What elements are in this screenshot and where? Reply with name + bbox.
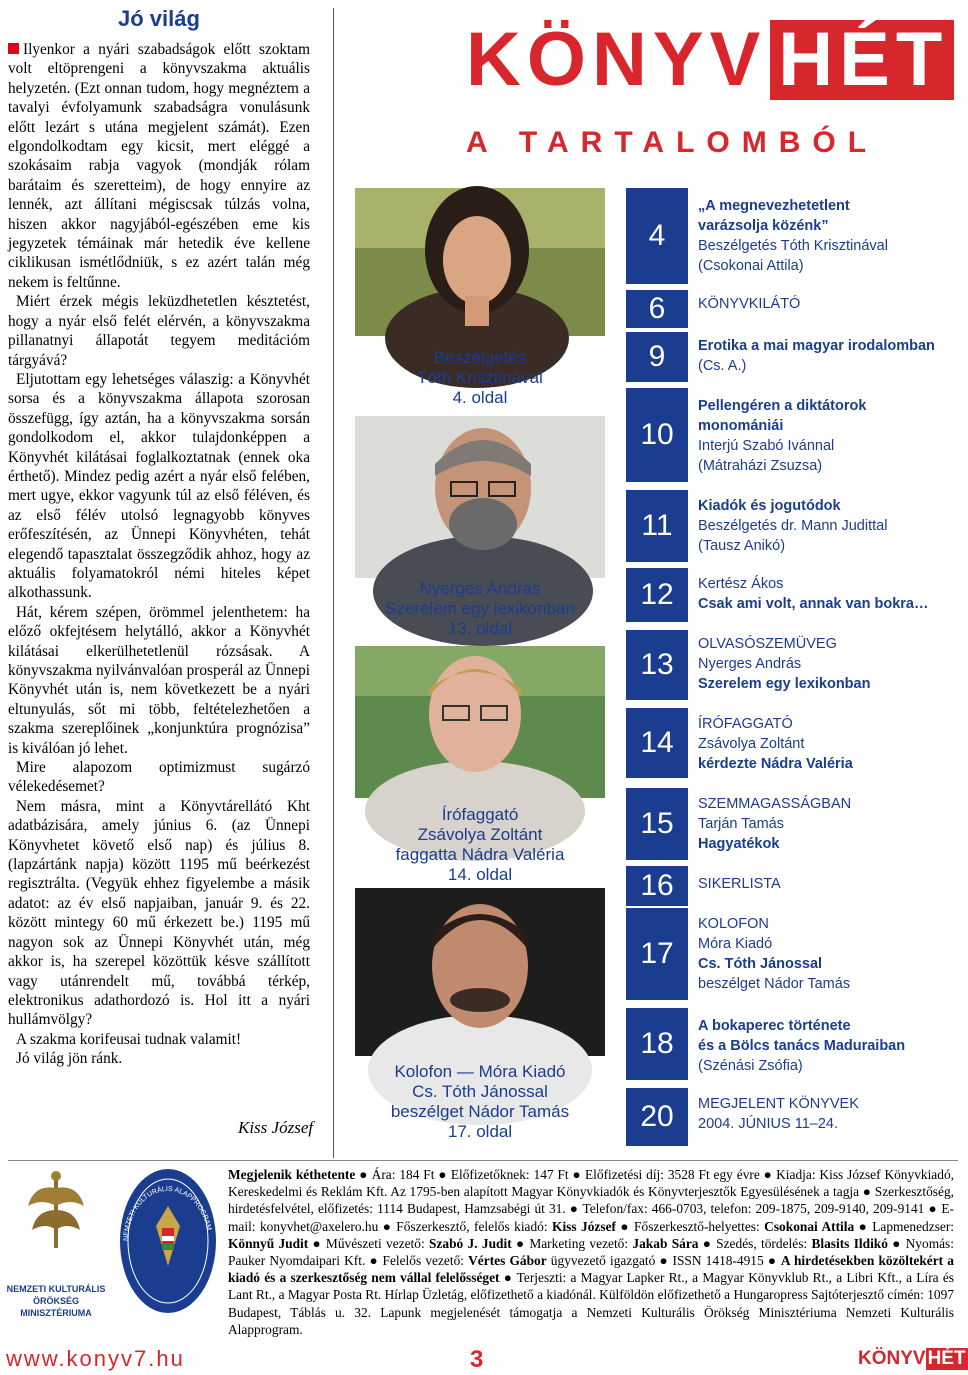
- toc-entry-line: OLVASÓSZEMÜVEG: [698, 636, 837, 652]
- caption-line: 13. oldal: [447, 619, 513, 638]
- impressum-segment: ● Művészeti vezető:: [308, 1235, 429, 1251]
- toc-page-number[interactable]: 11: [626, 490, 688, 562]
- paragraph-text: A szakma korifeusai tudnak valamit!: [16, 1030, 242, 1048]
- toc-page-number[interactable]: 12: [626, 568, 688, 622]
- toc-entry-line: (Mátraházi Zsuzsa): [698, 458, 823, 474]
- caption-line: 4. oldal: [452, 388, 508, 407]
- toc-entry-line: Szerelem egy lexikonban: [698, 676, 871, 692]
- website-url[interactable]: www.konyv7.hu: [6, 1346, 185, 1371]
- logo-part-het: HÉT: [770, 20, 954, 100]
- contents-heading: A TARTALOMBÓL: [466, 126, 879, 159]
- paragraph-text: Ilyenkor a nyári szabadságok előtt szoktam volt eltöprengeni a könyvszakma aktuális helyzetén. (Ezt onnan tudom, hogy megnéztem a tavalyi évfolyamunk szabadságra vonulásunk előtt lezárt s utána megjelent számát). Ezen elgondolkodtam egy kicsit, mert eléggé a szokásaim rabja vagyok (mondják rólam barátaim és szeretteim), de hogy ennyire az lennék, azt állítani mégiscsak túlzás volna, hiszen akkor nagyjából-egészében eme kis jegyzetek témáinak már hetedik éve kellene ciklikusan ismétlődniük, s ez azért talán még nekem is feltűnne.: [8, 41, 310, 291]
- toc-page-number[interactable]: 10: [626, 388, 688, 482]
- toc-entry-line: „A megnevezhetetlent: [698, 198, 850, 214]
- photo-toth-krisztina: [355, 188, 605, 336]
- impressum-segment: Szabó J. Judit: [428, 1235, 512, 1251]
- impressum-segment: Kiss József: [552, 1218, 616, 1234]
- toc-entry-line: Erotika a mai magyar irodalomban: [698, 338, 935, 354]
- toc-entry-line: MEGJELENT KÖNYVEK: [698, 1096, 859, 1112]
- nka-fund-logo: [118, 1166, 218, 1316]
- toc-entry-line: Tarján Tamás: [698, 816, 784, 832]
- impressum-segment: ügyvezető igazgató ● ISSN 1418-4915 ●: [546, 1253, 781, 1269]
- paragraph-text: Mire alapozom optimizmust sugárzó vélekedésemet?: [8, 759, 310, 796]
- toc-entry-line: monomániái: [698, 418, 784, 434]
- nko-emblem-icon: [6, 1168, 106, 1278]
- toc-entry-line: varázsolja közénk”: [698, 218, 829, 234]
- editorial-paragraph: [8, 797, 310, 1030]
- caption-line: Nyerges András: [419, 579, 541, 598]
- nko-logo-line: NEMZETI KULTURÁLIS ÖRÖKSÉG: [6, 1284, 106, 1306]
- toc-entry-line: és a Bölcs tanács Maduraiban: [698, 1038, 906, 1054]
- toc-entry-line: Nyerges András: [698, 656, 802, 672]
- impressum-segment: ● Lapmenedzser:: [854, 1218, 955, 1234]
- toc-entry-line: ÍRÓFAGGATÓ: [698, 716, 793, 732]
- caption-line: Zsávolya Zoltánt: [417, 825, 543, 844]
- impressum-segment: ● Főszerkesztő-helyettes:: [616, 1218, 765, 1234]
- toc-entry-line: Hagyatékok: [698, 836, 780, 852]
- toc-entry-line: SZEMMAGASSÁGBAN: [698, 796, 852, 812]
- impressum-segment: ● Terjeszti: a Magyar Lapker Rt., a Magyar Könyvklub Rt., a Libri Kft., a Líra és Lant Rt., a Magyar Posta Rt. Hírlap Üzletág, előfizethető a kiadónál. Külföldön előfizethető a Hungaropress Sajtóterjesztő címén: 1097 Budapest, Táblás u. 32. Lapunk megjelenését támogatja a Nemzeti Kulturális Örökség Minisztériuma Nemzeti Kulturális Alapprogram.: [228, 1270, 954, 1337]
- caption-line: faggatta Nádra Valéria: [395, 845, 565, 864]
- konyvhet-logo: [466, 17, 954, 102]
- toc-entry-line: SIKERLISTA: [698, 876, 781, 892]
- impressum-segment: Vértes Gábor: [468, 1253, 547, 1269]
- toc-entry[interactable]: [698, 794, 960, 854]
- caption-photo-4: [355, 1062, 605, 1142]
- nko-logo-line: MINISZTÉRIUMA: [20, 1308, 92, 1318]
- toc-page-number[interactable]: 17: [626, 908, 688, 1000]
- toc-page-number[interactable]: 9: [626, 332, 688, 382]
- column-divider: [333, 8, 334, 1158]
- impressum-segment: ● Marketing vezető:: [511, 1235, 633, 1251]
- impressum-segment: Könnyű Judit: [228, 1235, 309, 1251]
- toc-entry[interactable]: [698, 396, 960, 476]
- toc-entry[interactable]: [698, 1094, 960, 1134]
- paragraph-text: Jó világ jön ránk.: [16, 1050, 123, 1068]
- paragraph-text: Nem másra, mint a Könyvtárellátó Kht adatbázisára, amely június 6. (az Ünnepi Könyvhetet követő első nap) és július 8. (lapzártánk napja) között 1195 mű beérkezést regisztrálta. (Vegyük ehhez figyelembe a másik adatot: az év első napjaiban, január 9. és 22. között mintegy 60 mű érkezett be.) 1195 mű nagyon sok az Ünnepi Könyvhét után, még akkor is, ha szerepel közöttük késve szállított vagy utánrendelt mű, továbbá térkép, elektronikus adathordozó is. Hol itt a nyári hullámvölgy?: [8, 797, 310, 1029]
- impressum-segment: Megjelenik kéthetente: [228, 1167, 356, 1182]
- toc-entry-line: Interjú Szabó Ivánnal: [698, 438, 835, 454]
- impressum-segment: Csokonai Attila: [764, 1218, 855, 1234]
- footer-divider: [8, 1160, 958, 1161]
- toc-page-number[interactable]: 18: [626, 1008, 688, 1080]
- author-signature: Kiss József: [238, 1118, 314, 1137]
- editorial-paragraph: [8, 292, 310, 370]
- impressum-segment: ● Szedés, tördelés:: [698, 1235, 812, 1251]
- nko-logo-text: [6, 1283, 106, 1319]
- toc-entry[interactable]: [698, 874, 960, 894]
- editorial-body: [8, 40, 310, 1069]
- toc-entry-line: Kiadók és jogutódok: [698, 498, 841, 514]
- caption-photo-3: [355, 805, 605, 885]
- toc-entry[interactable]: [698, 336, 960, 376]
- toc-entry-line: Beszélgetés dr. Mann Judittal: [698, 518, 888, 534]
- impressum-text: [228, 1166, 954, 1338]
- toc-page-number[interactable]: 13: [626, 630, 688, 700]
- photo-cs-toth-janos: [355, 888, 605, 1056]
- impressum-segment: ● Ára: 184 Ft ● Előfizetőknek: 147 Ft ● Előfizetési díj: 3528 Ft egy évre ● Kiadja: Kiss József Könyvkiadó, Kereskedelmi és Reklám Kft. Az 1795-ben alapított Magyar Könyvkiadók és Könyvterjesztők Egyesülésének a tagja ● Szerkesztőség, hirdetésfelvétel, előfizetés: 1114 Budapest, Hamzsabégi út 31. ● Telefon/fax: 466-0703, telefon: 209-1875, 209-9140, 209-9141 ● E-mail: konyvhet@axelero.hu ● Főszerkesztő, felelős kiadó:: [228, 1167, 954, 1234]
- toc-entry-line: (Szénási Zsófia): [698, 1058, 803, 1074]
- toc-entry-line: KÖNYVKILÁTÓ: [698, 296, 801, 312]
- toc-entry-line: Csak ami volt, annak van bokra…: [698, 596, 929, 612]
- toc-page-number[interactable]: 15: [626, 788, 688, 860]
- caption-line: Kolofon — Móra Kiadó: [394, 1062, 566, 1081]
- caption-line: Beszélgetés: [433, 348, 527, 367]
- toc-entry-line: beszélget Nádor Tamás: [698, 976, 851, 992]
- toc-entry-line: 2004. JÚNIUS 11–24.: [698, 1116, 838, 1132]
- editorial-paragraph: [8, 40, 310, 292]
- toc-entry-line: (Tausz Anikó): [698, 538, 786, 554]
- caption-line: Tóth Krisztinával: [417, 368, 543, 387]
- paragraph-text: Eljutottam egy lehetséges válaszig: a Könyvhét sorsa és a könyvszakma állapota szorosan összefügg, így aztán, ha a könyvszakma sorsán gondolkodom el, akkor tulajdonképpen a Könyvhét kilátásai foglalkoztatnak (ennek oka érthető). Mindez pedig azért a nyár első felében, mert ugye, ekkor vagyunk túl az első féléven, és az első félév utolsó legnagyobb könyves erőfeszítésén, az Ünnepi Könyvhéten, tehát elegendő tapasztalat összegződik ahhoz, hogy az aktuális folyamatokról némi hiteles képet alkothassunk.: [8, 370, 310, 602]
- editorial-paragraph: [8, 1049, 310, 1068]
- toc-page-number[interactable]: 4: [626, 188, 688, 284]
- nko-ministry-logo: [6, 1168, 106, 1319]
- toc-entry-line: (Csokonai Attila): [698, 258, 804, 274]
- photo-nyerges-andras: [355, 416, 605, 578]
- page-number: 3: [470, 1346, 484, 1373]
- toc-entry[interactable]: [698, 914, 960, 994]
- paragraph-text: Miért érzek mégis leküzdhetetlen késztetést, hogy a nyár első felét elérvén, a könyvszakma pillanatnyi állapotát tegyem meditációm tárgyává?: [8, 293, 310, 369]
- nka-logo-arc-text: NEMZETI KULTURÁLIS ALAPPROGRAM: [122, 1185, 213, 1242]
- toc-entry-line: Móra Kiadó: [698, 936, 773, 952]
- impressum-segment: ● Nyomás: Pauker Nyomdaipari Kft. ● Felelős vezető:: [228, 1235, 954, 1269]
- editorial-paragraph: [8, 370, 310, 603]
- caption-line: 17. oldal: [447, 1122, 513, 1141]
- caption-line: Írófaggató: [441, 805, 519, 824]
- konyvhet-small-logo: [858, 1348, 968, 1370]
- toc-entry[interactable]: [698, 294, 960, 314]
- impressum-segment: A hirdetésekben közöltekért a kiadó és a szerkesztőség nem vállal felelősséget: [228, 1253, 954, 1286]
- toc-entry-line: (Cs. A.): [698, 358, 747, 374]
- toc-page-number[interactable]: 20: [626, 1088, 688, 1146]
- toc-page-number[interactable]: 14: [626, 708, 688, 778]
- toc-entry[interactable]: [698, 574, 960, 614]
- toc-page-number[interactable]: 6: [626, 290, 688, 328]
- red-square-icon: [8, 43, 19, 54]
- toc-entry-line: Beszélgetés Tóth Krisztinával: [698, 238, 888, 254]
- caption-photo-1: [355, 348, 605, 408]
- impressum-segment: Blasits Ildikó: [811, 1235, 888, 1251]
- caption-line: 14. oldal: [447, 865, 513, 884]
- toc-entry-line: Zsávolya Zoltánt: [698, 736, 805, 752]
- toc-entry-line: Cs. Tóth Jánossal: [698, 956, 823, 972]
- photo-zsavolya-zoltan: [355, 646, 605, 798]
- toc-entry[interactable]: [698, 196, 960, 276]
- toc-entry-line: Kertész Ákos: [698, 576, 784, 592]
- editorial-paragraph: [8, 1030, 310, 1049]
- toc-entry-line: A bokaperec története: [698, 1018, 851, 1034]
- editorial-title: Jó világ: [118, 6, 200, 31]
- toc-entry-line: kérdezte Nádra Valéria: [698, 756, 853, 772]
- toc-entry[interactable]: [698, 496, 960, 556]
- small-logo-konyv: KÖNYV: [858, 1348, 926, 1369]
- caption-line: Cs. Tóth Jánossal: [412, 1082, 548, 1101]
- editorial-paragraph: [8, 603, 310, 758]
- editorial-paragraph: [8, 758, 310, 797]
- toc-entry[interactable]: [698, 1016, 960, 1076]
- toc-page-number[interactable]: 16: [626, 866, 688, 906]
- impressum-segment: Jakab Sára: [632, 1235, 699, 1251]
- toc-entry[interactable]: [698, 634, 960, 694]
- paragraph-text: Hát, kérem szépen, örömmel jelenthetem: ha előző okfejtésem helytálló, akkor a Könyvhét kilátásai elkerülhetetlenül rózsásak. A könyvszakma nyilvánvalóan prosperál az Ünnepi Könyvhét után is, nem következett be a nyári eltunyulás, sőt mi több, feltételezhetően a szakma szereplőinek „konjunktúra prognózisa” is kiválóan jó lehet.: [8, 603, 310, 757]
- small-logo-het: HÉT: [927, 1348, 966, 1369]
- logo-part-konyv: KÖNYV: [466, 17, 767, 102]
- toc-entry[interactable]: [698, 714, 960, 774]
- toc-entry-line: KOLOFON: [698, 916, 769, 932]
- caption-photo-2: [355, 579, 605, 639]
- caption-line: beszélget Nádor Tamás: [390, 1102, 570, 1121]
- caption-line: Szerelem egy lexikonban: [385, 599, 575, 618]
- toc-entry-line: Pellengéren a diktátorok: [698, 398, 867, 414]
